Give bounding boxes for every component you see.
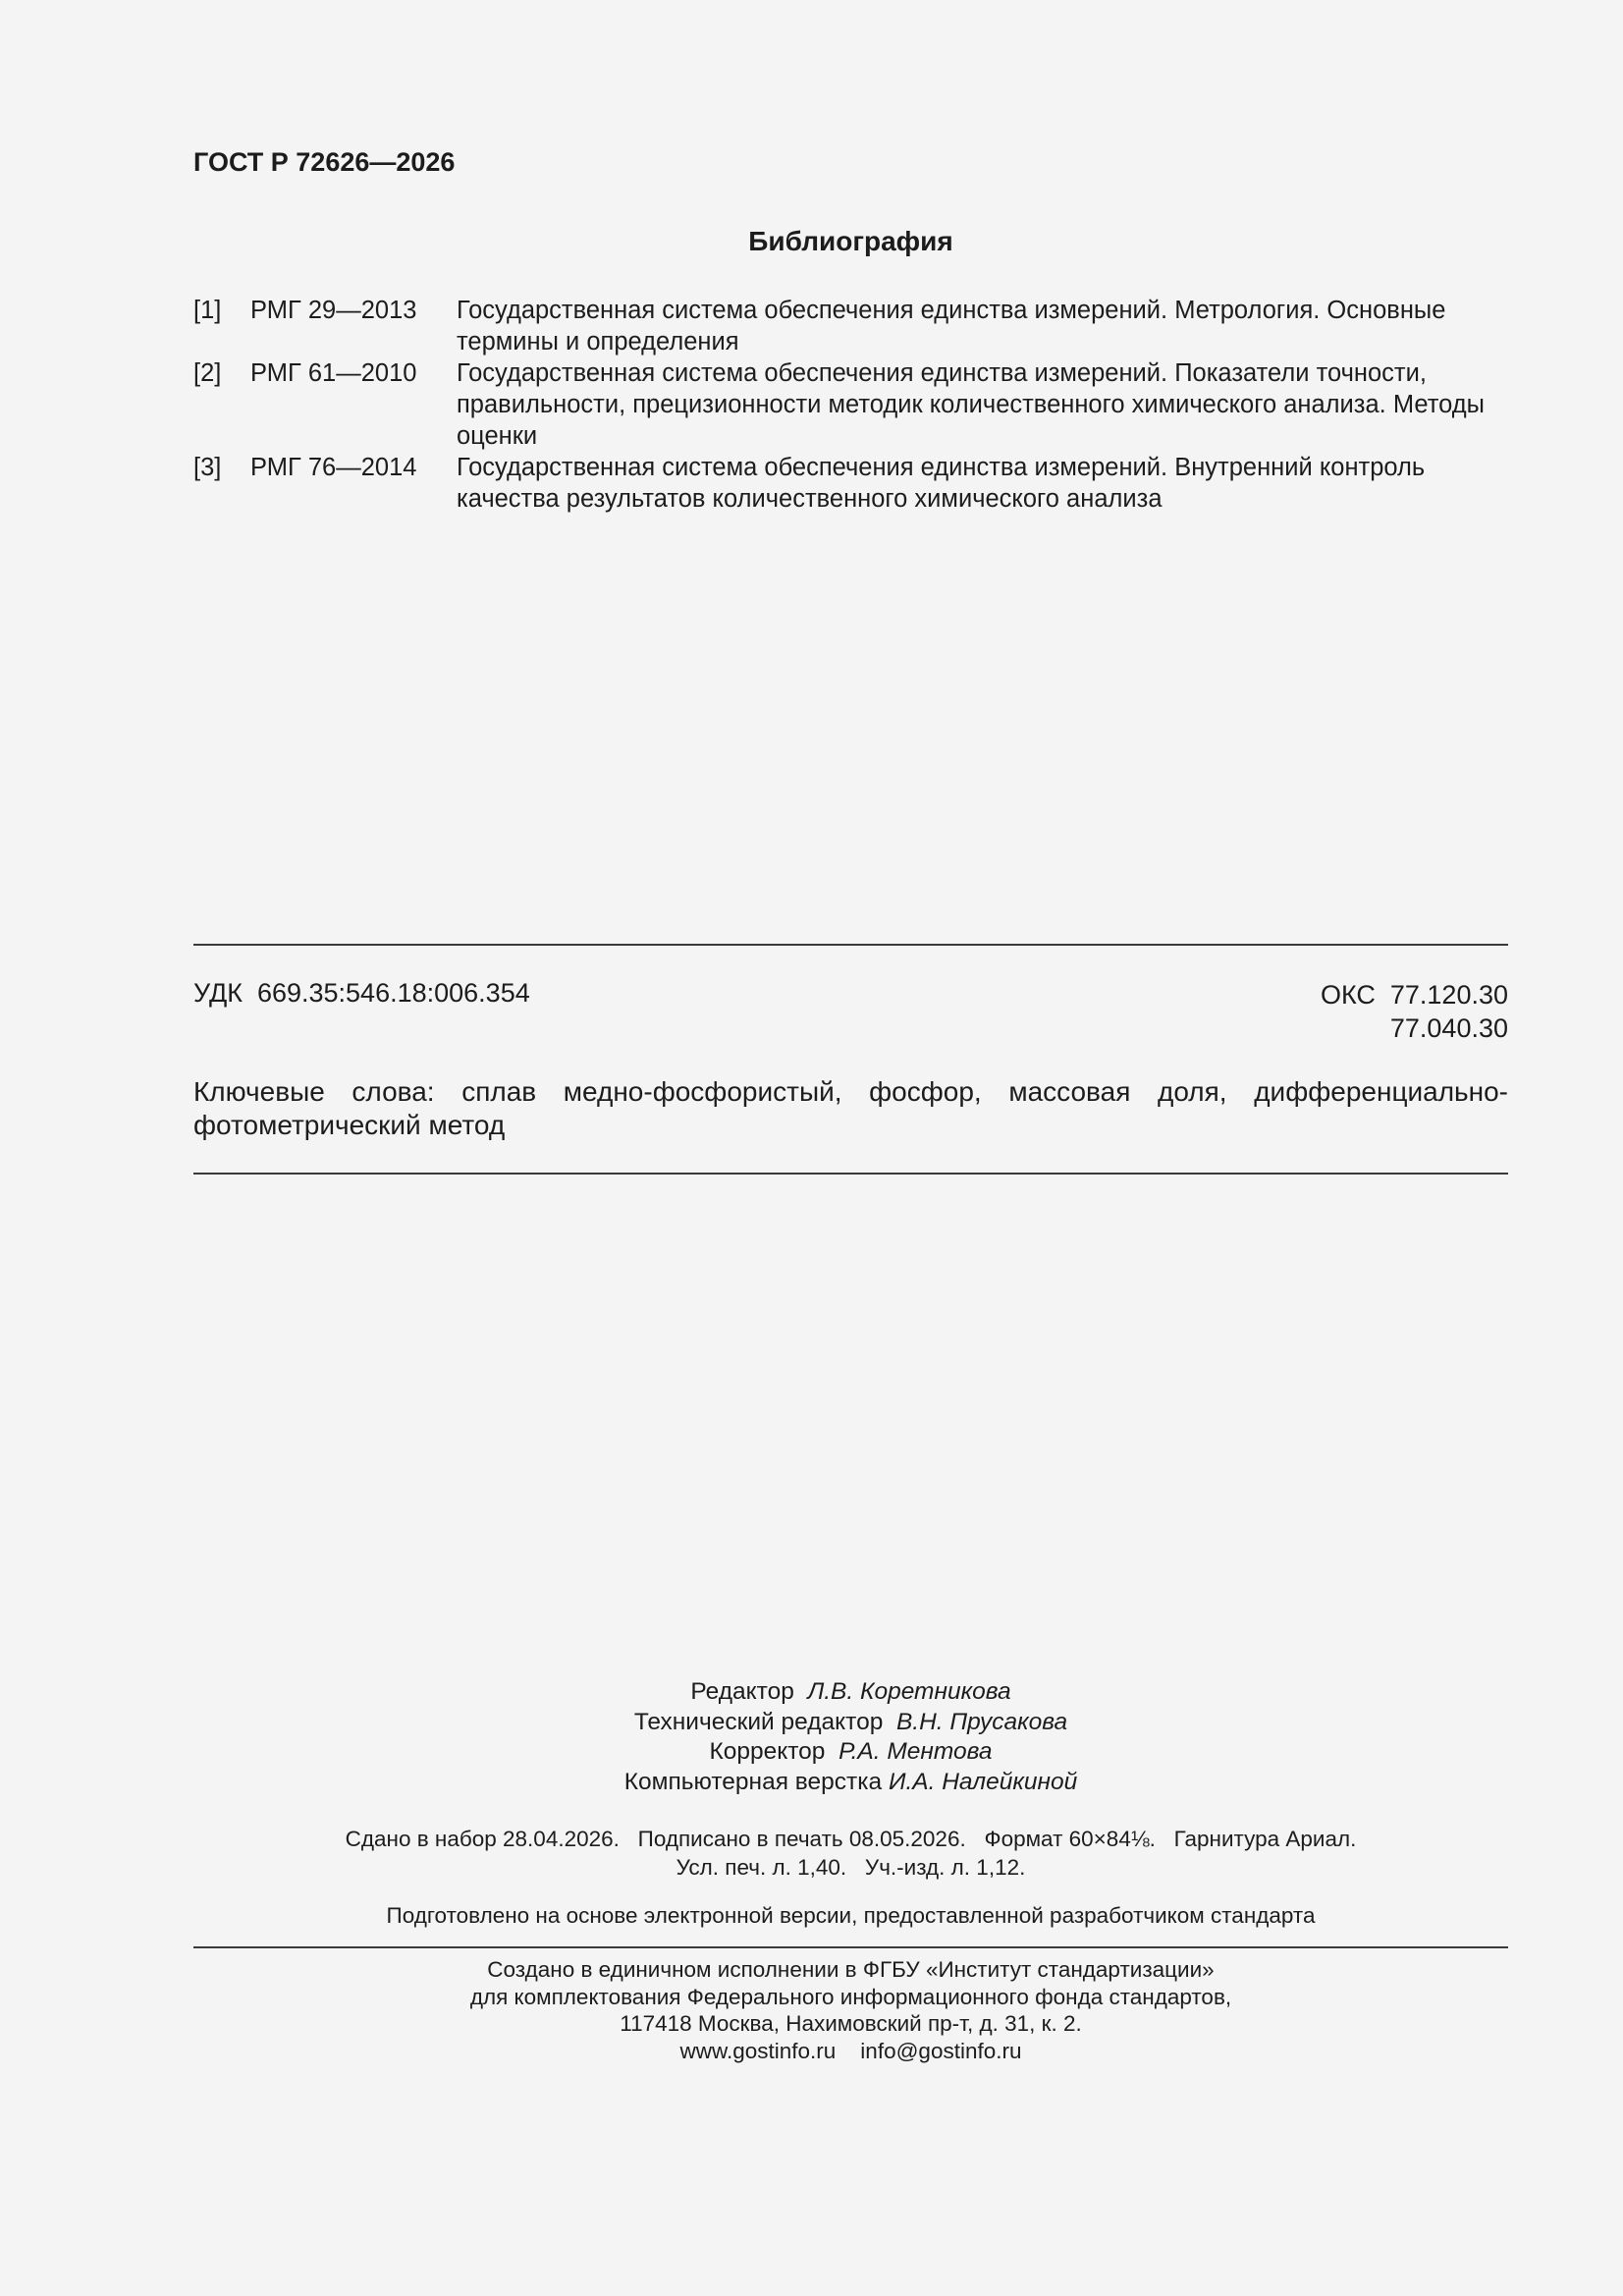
corrector-line: Корректор Р.А. Ментова — [709, 1738, 993, 1765]
print-info — [193, 1825, 1508, 1882]
udk-code: УДК 669.35:546.18:006.354 — [193, 978, 530, 1008]
document-code: ГОСТ Р 72626—2026 — [193, 147, 456, 177]
credits-block — [193, 1677, 1508, 1797]
entry-text: Государственная система обеспечения единства измерений. Метрология. Основные термины и определения — [457, 297, 1446, 355]
entry-number: [3] — [193, 454, 222, 481]
entry-code: РМГ 29—2013 — [250, 297, 417, 324]
tech-editor-name: В.Н. Прусакова — [895, 1708, 1068, 1735]
keywords: Ключевые слова: сплав медно-фосфористый, фосфор, массовая доля, дифференциально-фотометрический метод — [193, 1076, 1508, 1140]
prepared-note: Подготовлено на основе электронной версии, предоставленной разработчиком стандарта — [386, 1903, 1316, 1928]
print-info-line-2: Усл. печ. л. 1,40. Уч.-изд. л. 1,12. — [676, 1855, 1026, 1880]
entry-text: Государственная система обеспечения единства измерений. Внутренний контроль качества результатов количественного химического анализа — [457, 454, 1426, 513]
corrector-name: Р.А. Ментова — [839, 1738, 993, 1765]
publisher-line-3: 117418 Москва, Нахимовский пр-т, д. 31, к. 2. — [620, 2011, 1082, 2036]
bibliography-entry — [193, 452, 1509, 515]
editor-line: Редактор Л.В. Коретникова — [690, 1678, 1011, 1705]
entry-code: РМГ 76—2014 — [250, 454, 417, 481]
bibliography-entry — [193, 357, 1509, 452]
bibliography-list — [193, 295, 1509, 515]
editor-name: Л.В. Коретникова — [807, 1678, 1011, 1705]
oks-line-2: 77.040.30 — [1389, 1013, 1508, 1043]
publisher-line-1: Создано в единичном исполнении в ФГБУ «Институт стандартизации» — [487, 1957, 1215, 1982]
entry-number: [2] — [193, 359, 222, 387]
oks-codes — [196, 978, 1508, 1045]
publisher-line-4: www.gostinfo.ru info@gostinfo.ru — [679, 2038, 1022, 2063]
entry-number: [1] — [193, 297, 222, 324]
divider-publisher — [193, 1946, 1508, 1948]
tech-editor-line: Технический редактор В.Н. Прусакова — [633, 1708, 1068, 1735]
entry-code: РМГ 61—2010 — [250, 359, 417, 387]
divider-bottom — [193, 1173, 1508, 1175]
publisher-block — [193, 1956, 1508, 2064]
layout-name: И.А. Налейкиной — [888, 1768, 1078, 1795]
bibliography-title: Библиография — [748, 226, 953, 256]
publisher-line-2: для комплектования Федерального информационного фонда стандартов, — [469, 1984, 1232, 2009]
oks-line-1: ОКС 77.120.30 — [1320, 980, 1508, 1010]
bibliography-entry — [193, 295, 1509, 357]
entry-text: Государственная система обеспечения единства измерений. Показатели точности, правильности, прецизионности методик количественного химического анализа. Методы оценки — [457, 359, 1485, 450]
divider-top — [193, 944, 1508, 946]
layout-line: Компьютерная верстка И.А. Налейкиной — [623, 1768, 1078, 1795]
print-info-line-1: Сдано в набор 28.04.2026. Подписано в печать 08.05.2026. Формат 60×84⅛. Гарнитура Ариал. — [345, 1827, 1357, 1851]
